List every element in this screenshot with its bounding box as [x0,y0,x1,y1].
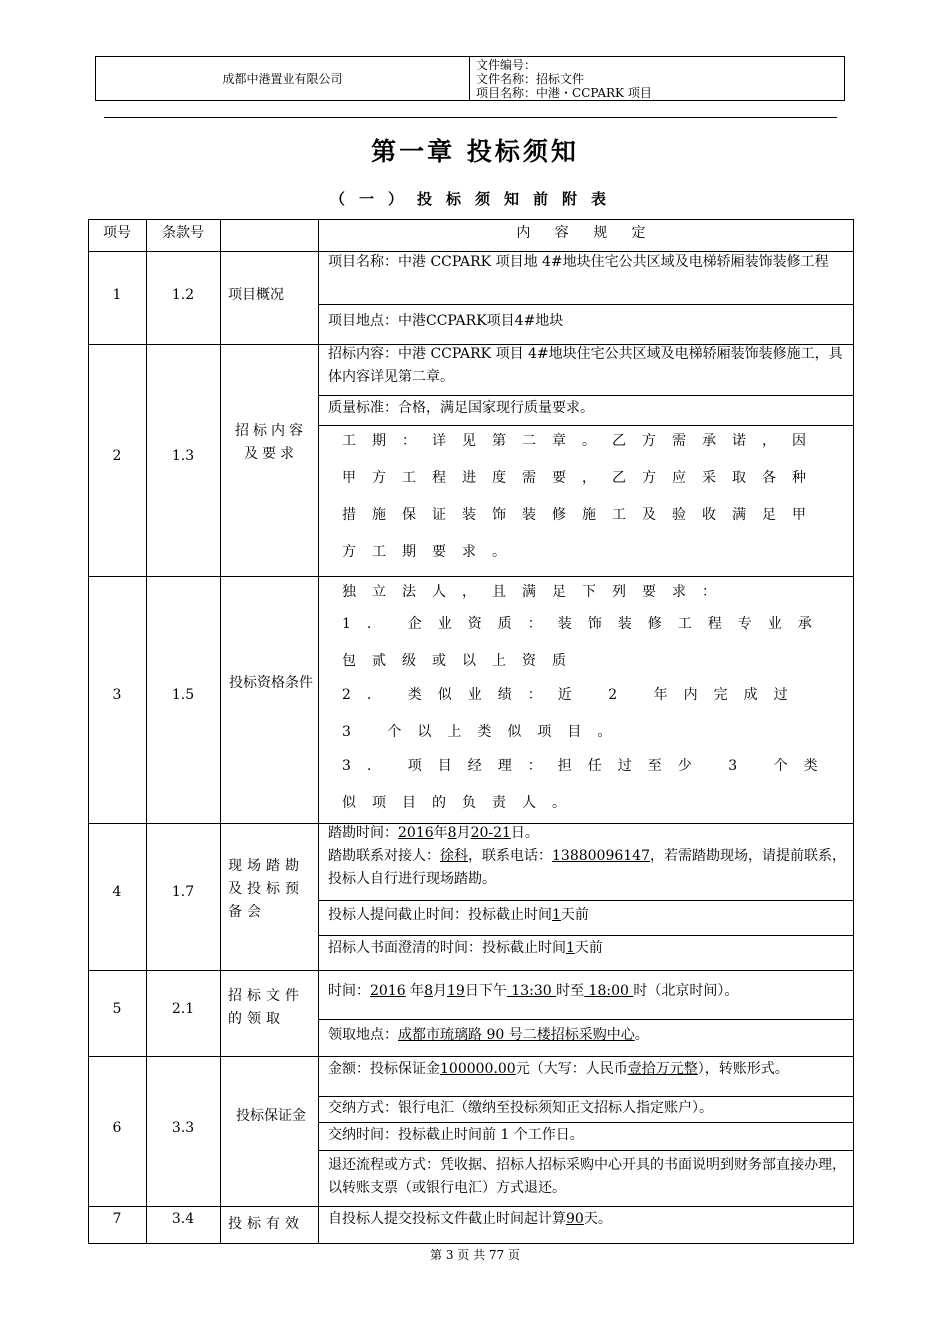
col-header-item: 项号 [103,225,131,241]
col-header-clause: 条款号 [162,225,204,241]
row1-clause: 1.2 [171,287,195,303]
row3-requirement-intro: 独立法人，且满足下列要求： [342,584,732,600]
col-divider-2 [220,219,221,1243]
row1-project-name: 项目名称：中港 CCPARK 项目地 4#地块住宅公共区域及电梯轿厢装饰装修工程 [328,254,829,270]
row-sep [88,1206,854,1207]
row6-item: 6 [112,1120,122,1136]
row4-clarify-deadline: 招标人书面澄清的时间：投标截止时间1天前 [328,940,603,956]
row7-name: 投标有效 [228,1216,304,1232]
row6-clause: 3.3 [171,1120,195,1136]
table-border-top [88,219,854,220]
row2-scope: 招标内容：中港 CCPARK 项目 4#地块住宅公共区域及电梯轿厢装饰装修施工，具体内容详见第二章。 [328,346,843,385]
row1-item: 1 [112,287,122,303]
header-rule [104,117,837,118]
subrow-sep [318,395,854,396]
col-divider-3 [318,219,319,1243]
row2-name: 招标内容及要求 [235,423,307,462]
doc-number-line: 文件编号： [476,58,537,72]
row2-schedule: 工期：详见第二章。乙方需承诺，因甲方工程进度需要，乙方应采取各种措施保证装饰装修施工及验收满足甲方工期要求。 [342,433,822,560]
row7-item: 7 [112,1211,122,1227]
row6-payment-time: 交纳时间：投标截止时间前 1 个工作日。 [328,1127,584,1143]
subrow-sep [318,304,854,305]
row7-clause: 3.4 [171,1211,195,1227]
row5-pickup-time: 时间：2016 年8月19日下午 13:30 时至 18:00 时（北京时间）。 [328,983,739,999]
table-border-left [88,219,89,1243]
row6-amount: 金额：投标保证金100000.00元（大写：人民币壹拾万元整），转账形式。 [328,1061,789,1077]
row4-visit-time: 踏勘时间：2016年8月20-21日。 [328,825,539,841]
page-number: 第 3 页 共 77 页 [430,1248,520,1262]
subrow-sep [318,935,854,936]
row5-item: 5 [112,1001,122,1017]
document-header [95,56,845,101]
col-divider-1 [146,219,147,1243]
row1-project-location: 项目地点：中港CCPARK项目4#地块 [328,313,564,329]
row4-name: 现场踏勘及投标预备会 [228,858,304,920]
row7-validity: 自投标人提交投标文件截止时间起计算90天。 [328,1211,612,1227]
row5-clause: 2.1 [171,1001,195,1017]
row4-contact: 踏勘联系对接人：徐科，联系电话：13880096147，若需踏勘现场，请提前联系，投标人自行进行现场踏勘。 [328,848,846,887]
row4-question-deadline: 投标人提问截止时间：投标截止时间1天前 [328,907,589,923]
row5-name: 招标文件的领取 [228,988,304,1027]
row5-pickup-place: 领取地点：成都市琉璃路 90 号二楼招标采购中心。 [328,1027,649,1043]
row6-name: 投标保证金 [236,1108,306,1124]
bid-notice-table [88,219,854,1243]
row6-payment-method: 交纳方式：银行电汇（缴纳至投标须知正文招标人指定账户）。 [328,1100,713,1116]
row3-clause: 1.5 [171,687,195,703]
row3-item: 3 [112,687,122,703]
row-sep [88,1056,854,1057]
col-header-content: 内 容 规 定 [516,225,656,241]
row4-clause: 1.7 [171,884,195,900]
table-subtitle: （一）投标须知前附表 [329,190,620,208]
row3-requirement-1: 1. 企业资质：装饰装修工程专业承包贰级或以上资质 [342,616,828,669]
row2-clause: 1.3 [171,448,195,464]
row4-item: 4 [112,884,122,900]
row3-requirement-2: 2. 类似业绩：近 2 年内完成过 3 个以上类似项目。 [342,687,804,740]
row1-name: 项目概况 [228,287,284,303]
subrow-sep [318,1122,854,1123]
row-sep [88,970,854,971]
table-border-right [853,219,854,1243]
doc-name-line: 文件名称：招标文件 [476,72,585,86]
row6-refund: 退还流程或方式：凭收据、招标人招标采购中心开具的书面说明到财务部直接办理，以转账支票（或银行电汇）方式退还。 [328,1157,846,1196]
row2-quality: 质量标准：合格，满足国家现行质量要求。 [328,400,594,416]
document-info [476,58,652,100]
company-name: 成都中港置业有限公司 [96,57,470,100]
chapter-title: 第一章 投标须知 [371,137,579,166]
row3-name: 投标资格条件 [229,675,313,691]
subrow-sep [318,900,854,901]
table-border-bottom [88,1243,854,1244]
row3-requirement-3: 3. 项目经理：担任过至少 3 个类似项目的负责人。 [342,758,834,811]
subrow-sep [318,1150,854,1151]
project-name-line: 项目名称：中港・CCPARK 项目 [476,86,652,100]
subrow-sep [318,1019,854,1020]
row2-item: 2 [112,448,122,464]
